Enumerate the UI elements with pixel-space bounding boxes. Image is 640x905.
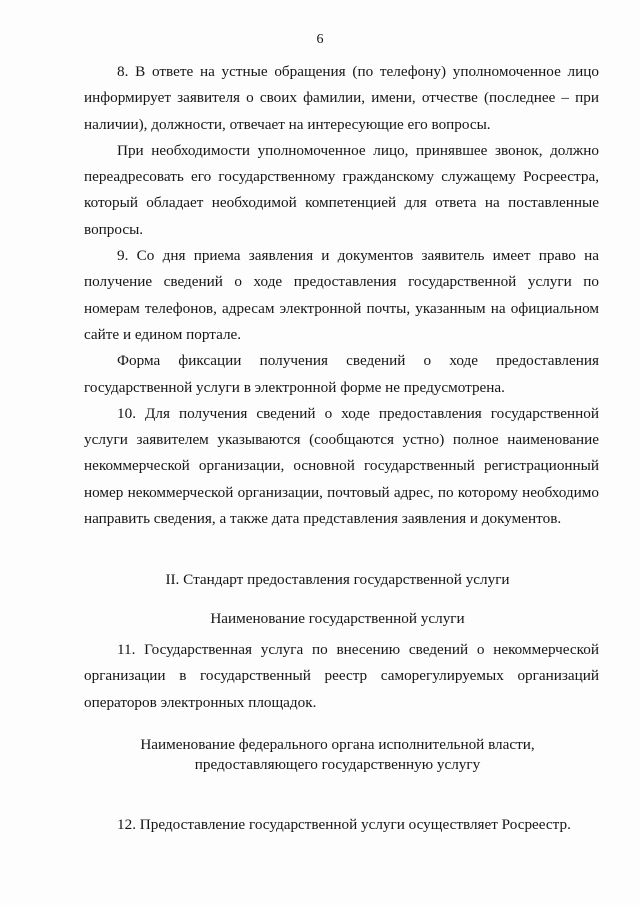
paragraph-8: 8. В ответе на устные обращения (по телефону) уполномоченное лицо информирует заявителя о своих фамилии, имени, отчестве (последнее – при наличии), должности, отвечает на интересующие его вопросы. — [84, 63, 599, 133]
paragraph-11: 11. Государственная услуга по внесению сведений о некоммерческой организации в государственный реестр саморегулируемых организаций операторов электронных площадок. — [84, 641, 599, 711]
paragraph-12: 12. Предоставление государственной услуги осуществляет Росреестр. — [117, 816, 571, 833]
paragraph-8-block — [84, 59, 599, 532]
page-number: 6 — [316, 32, 324, 47]
section-heading: II. Стандарт предоставления государственной услуги — [165, 571, 510, 588]
paragraph-11-block — [84, 637, 599, 716]
authority-heading-line-1: Наименование федерального органа исполнительной власти, — [140, 736, 535, 753]
paragraph-12-block — [84, 812, 599, 838]
authority-heading — [60, 735, 615, 775]
paragraph-9-continuation: Форма фиксации получения сведений о ходе предоставления государственной услуги в электронной форме не предусмотрена. — [84, 352, 599, 396]
paragraph-8-continuation: При необходимости уполномоченное лицо, принявшее звонок, должно переадресовать его государственному гражданскому служащему Росреестра, который обладает необходимой компетенцией для ответа на поставленные вопросы. — [84, 141, 599, 238]
service-name-heading: Наименование государственной услуги — [210, 610, 465, 627]
paragraph-9: 9. Со дня приема заявления и документов заявитель имеет право на получение сведений о ходе предоставления государственной услуги по номерам телефонов, адресам электронной почты, указанным на официальном сайте и едином портале. — [84, 247, 599, 343]
authority-heading-line-2: предоставляющего государственную услугу — [194, 756, 481, 773]
paragraph-10: 10. Для получения сведений о ходе предоставления государственной услуги заявителем указываются (сообщаются устно) полное наименование некоммерческой организации, основной государственный регистрационный номер некоммерческой организации, почтовый адрес, по которому необходимо направить сведения, а также дата представления заявления и документов. — [84, 404, 599, 528]
